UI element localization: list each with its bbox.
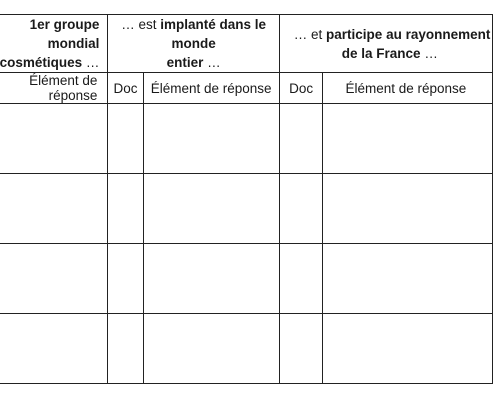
column-header-france: … et participe au rayonnement de la France … [279, 15, 492, 73]
answer-cell[interactable] [323, 314, 493, 384]
answer-cell[interactable] [143, 104, 279, 174]
table-row [0, 314, 493, 384]
answer-cell[interactable] [0, 174, 108, 244]
subheader-doc-3: Doc [279, 73, 323, 104]
subheader-element-3: Élément de réponse [323, 73, 493, 104]
subheader-doc-2: Doc [108, 73, 143, 104]
subheader-element-2: Élément de réponse [143, 73, 279, 104]
doc-cell[interactable] [279, 244, 323, 314]
doc-cell[interactable] [279, 174, 323, 244]
answer-cell[interactable] [323, 104, 493, 174]
document-page [0, 14, 493, 384]
table-row [0, 174, 493, 244]
answer-cell[interactable] [0, 314, 108, 384]
doc-cell[interactable] [108, 314, 143, 384]
doc-cell[interactable] [108, 174, 143, 244]
column-header-worldwide: … est implanté dans le monde entier … [108, 15, 279, 73]
answer-cell[interactable] [143, 174, 279, 244]
table-row [0, 104, 493, 174]
table-row [0, 244, 493, 314]
response-table [0, 14, 493, 384]
doc-cell[interactable] [279, 314, 323, 384]
doc-cell[interactable] [108, 244, 143, 314]
doc-cell[interactable] [108, 104, 143, 174]
answer-cell[interactable] [143, 314, 279, 384]
answer-cell[interactable] [0, 244, 108, 314]
answer-cell[interactable] [323, 244, 493, 314]
header-row [0, 15, 493, 73]
column-header-global-group: 1er groupe mondial cosmétiques … [0, 15, 108, 73]
doc-cell[interactable] [279, 104, 323, 174]
answer-cell[interactable] [323, 174, 493, 244]
subheader-row [0, 73, 493, 104]
answer-cell[interactable] [143, 244, 279, 314]
answer-cell[interactable] [0, 104, 108, 174]
subheader-element-1: Élément de réponse [0, 73, 108, 104]
